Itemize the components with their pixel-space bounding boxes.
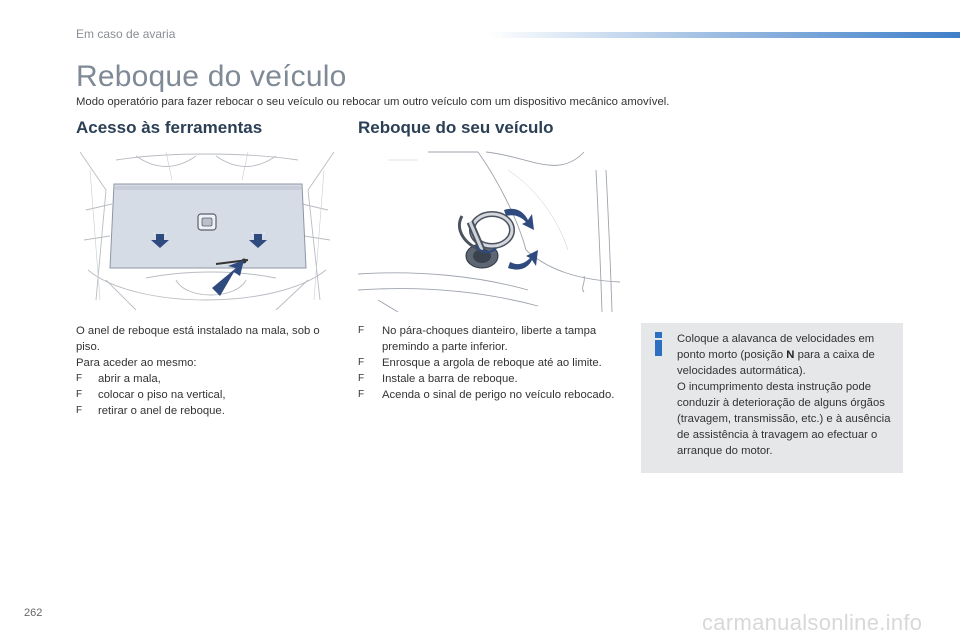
watermark-text: carmanualsonline.info (702, 610, 923, 635)
header-accent-bar (488, 32, 960, 38)
intro-text: Modo operatório para fazer rebocar o seu veículo ou rebocar um outro veículo com um dispositivo mecânico amovível. (76, 96, 670, 108)
info-neutral-instruction: Coloque a alavanca de velocidades em ponto morto (posição N para a caixa de velocidades autormática). (677, 333, 875, 377)
tools-steps-list (76, 371, 341, 419)
page-title: Reboque do veículo (76, 60, 347, 93)
list-item: F Acenda o sinal de perigo no veículo rebocado. (358, 389, 615, 401)
tools-para-location: O anel de reboque está instalado na mala, sob o piso. (76, 325, 320, 353)
list-item: F abrir a mala, (76, 373, 161, 385)
bullet-icon: F (76, 373, 83, 384)
tools-text-block (76, 323, 341, 419)
info-text (677, 331, 899, 459)
heading-towing-text: Reboque do seu veículo (358, 118, 554, 137)
list-item: F No pára-choques dianteiro, liberte a tampa premindo a parte inferior. (358, 325, 597, 353)
page-number: 262 (24, 607, 43, 619)
list-item: F Instale a barra de reboque. (358, 373, 518, 385)
list-item: F retirar o anel de reboque. (76, 405, 225, 417)
section-heading-tools (76, 118, 262, 138)
bullet-icon: F (358, 357, 365, 368)
towing-steps-list (358, 323, 620, 403)
towing-text-block (358, 323, 620, 403)
bullet-icon: F (76, 405, 83, 416)
bullet-icon: F (76, 389, 83, 400)
heading-tools-text: Acesso às ferramentas (76, 118, 263, 137)
list-item: F Enrosque a argola de reboque até ao limite. (358, 357, 602, 369)
bullet-icon: F (358, 389, 365, 400)
info-box (641, 323, 903, 473)
trunk-illustration (76, 150, 338, 312)
bumper-illustration (358, 150, 620, 312)
bullet-icon: F (358, 325, 365, 336)
tools-para-access: Para aceder ao mesmo: (76, 357, 197, 369)
info-icon (654, 332, 664, 354)
list-item: F colocar o piso na vertical, (76, 389, 226, 401)
section-heading-towing (358, 118, 554, 138)
info-warning: O incumprimento desta instrução pode conduzir à deterioração de alguns órgãos (travagem, transmissão, etc.) e à ausência de assistência à travagem ao efectuar o arranque do motor. (677, 381, 891, 457)
section-header: Em caso de avaria (76, 27, 176, 41)
bullet-icon: F (358, 373, 365, 384)
